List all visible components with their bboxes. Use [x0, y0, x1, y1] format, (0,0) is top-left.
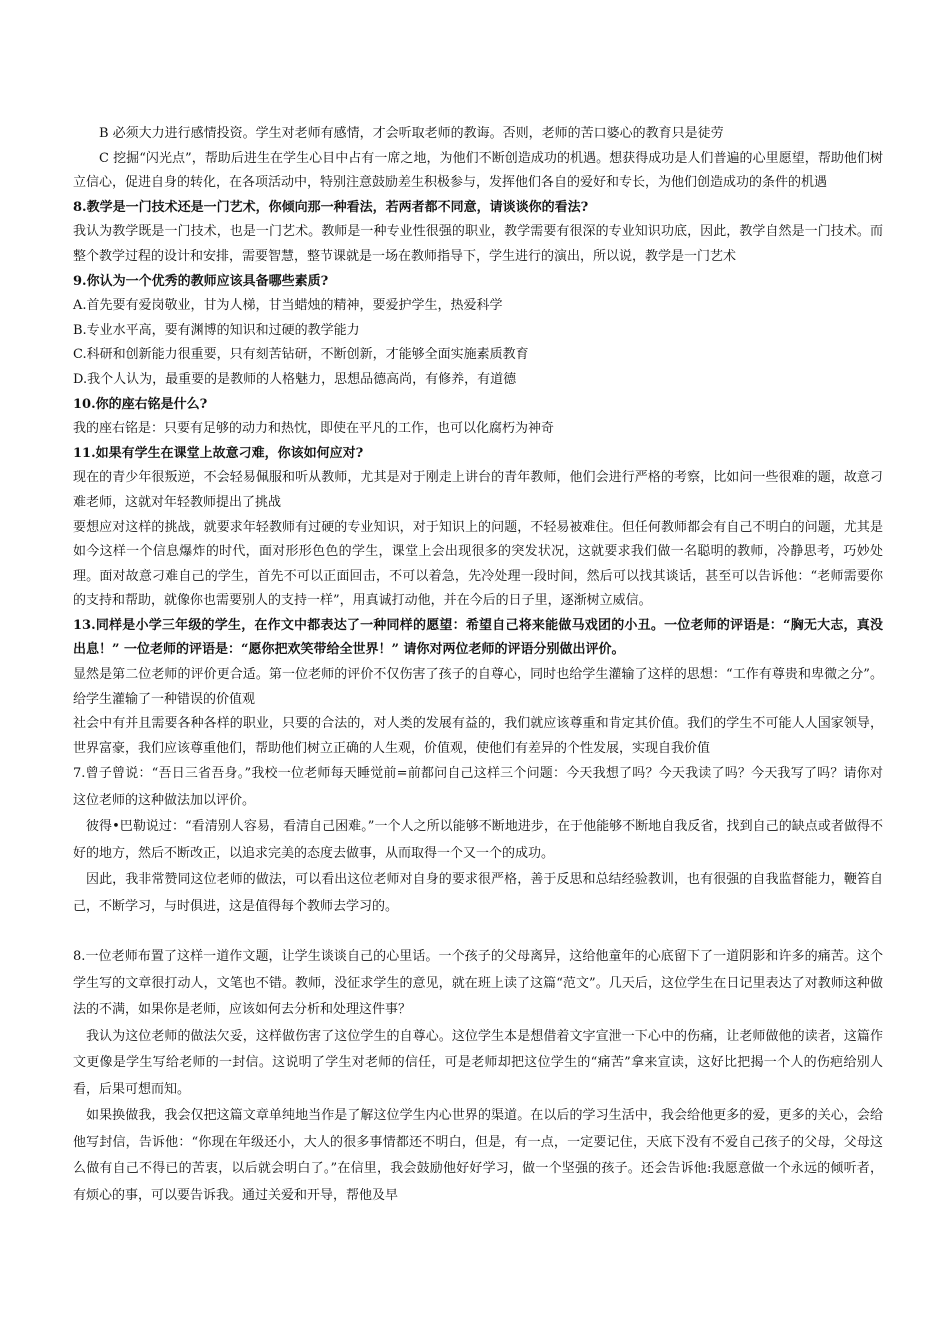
paragraph: 7.曾子曾说：“吾日三省吾身。”我校一位老师每天睡觉前=前都问自己这样三个问题：今天我想了吗？今天我读了吗？今天我写了吗？请你对这位老师的这种做法加以评价。 [73, 766, 883, 808]
question-heading: 8.教学是一门技术还是一门艺术，你倾向那一种看法，若两者都不同意，请谈谈你的看法? [73, 199, 589, 215]
paragraph: B 必须大力进行感情投资。学生对老师有感情，才会听取老师的教诲。否则，老师的苦口婆心的教育只是徒劳 [99, 126, 724, 141]
paragraph: 要想应对这样的挑战，就要求年轻教师有过硬的专业知识，对于知识上的问题，不轻易被难住。但任何教师都会有自己不明白的问题，尤其是如今这样一个信息爆炸的时代，面对形形色色的学生，课堂上会出现很多的突发状况，这就要求我们做一名聪明的教师，冷静思考，巧妙处理。面对故意刁难自己的学生，首先不可以正面回击，不可以着急，先冷处理一段时间，然后可以找其谈话，甚至可以告诉他：“老师需要你的支持和帮助，就像你也需要别人的支持一样”，用真诚打动他，并在今后的日子里，逐渐树立威信。 [73, 519, 883, 609]
paragraph: 社会中有并且需要各种各样的职业，只要的合法的，对人类的发展有益的，我们就应该尊重和肯定其价值。我们的学生不可能人人国家领导，世界富豪，我们应该尊重他们，帮助他们树立正确的人生观，价值观，使他们有差异的个性发展，实现自我价值 [73, 716, 883, 756]
paragraph: 显然是第二位老师的评价更合适。第一位老师的评价不仅伤害了孩子的自尊心，同时也给学生灌输了这样的思想：“工作有尊贵和卑微之分”。给学生灌输了一种错误的价值观 [73, 667, 883, 707]
question-heading: 9.你认为一个优秀的教师应该具备哪些素质? [73, 273, 329, 289]
paragraph: 我认为教学既是一门技术，也是一门艺术。教师是一种专业性很强的职业，教学需要有很深的专业知识功底，因此，教学自然是一门技术。而整个教学过程的设计和安排，需要智慧，整节课就是一场在教师指导下，学生进行的演出，所以说，教学是一门艺术 [73, 224, 883, 264]
question-heading: 11.如果有学生在课堂上故意刁难，你该如何应对? [73, 445, 364, 461]
paragraph: 我认为这位老师的做法欠妥，这样做伤害了这位学生的自尊心。这位学生本是想借着文字宣泄一下心中的伤痛，让老师做他的读者，这篇作文更像是学生写给老师的一封信。这说明了学生对老师的信任，可是老师却把这位学生的“痛苦”拿来宣读，这好比把揭一个人的伤疤给别人看，后果可想而知。 [73, 1028, 883, 1097]
paragraph: 彼得•巴勒说过：“看清别人容易，看清自己困难。”一个人之所以能够不断地进步，在于他能够不断地自我反省，找到自己的缺点或者做得不好的地方，然后不断改正，以追求完美的态度去做事，从而取得一个又一个的成功。 [73, 819, 883, 861]
paragraph: 我的座右铭是：只要有足够的动力和热忱，即使在平凡的工作，也可以化腐朽为神奇 [73, 421, 555, 437]
paragraph: 现在的青少年很叛逆，不会轻易佩服和听从教师，尤其是对于刚走上讲台的青年教师，他们会进行严格的考察，比如问一些很难的题，故意刁难老师，这就对年轻教师提出了挑战 [73, 470, 883, 510]
paragraph: 因此，我非常赞同这位老师的做法，可以看出这位老师对自身的要求很严格，善于反思和总结经验教训，也有很强的自我监督能力，鞭笞自己，不断学习，与时俱进，这是值得每个教师去学习的。 [73, 872, 883, 914]
paragraph: D.我个人认为，最重要的是教师的人格魅力，思想品德高尚，有修养，有道德 [73, 371, 517, 387]
paragraph: 如果换做我，我会仅把这篇文章单纯地当作是了解这位学生内心世界的渠道。在以后的学习生活中，我会给他更多的爱，更多的关心，会给他写封信，告诉他：“你现在年级还小，大人的很多事情都还不明白，但是，有一点，一定要记住，天底下没有不爱自己孩子的父母，父母这么做有自己不得已的苦衷，以后就会明白了。”在信里，我会鼓励他好好学习，做一个坚强的孩子。还会告诉他:我愿意做一个永远的倾听者，有烦心的事，可以要告诉我。通过关爱和开导，帮他及早 [73, 1108, 883, 1203]
paragraph: C.科研和创新能力很重要，只有刻苦钻研，不断创新，才能够全面实施素质教育 [73, 347, 529, 363]
paragraph: 8.一位老师布置了这样一道作文题，让学生谈谈自己的心里话。一个孩子的父母离异，这给他童年的心底留下了一道阴影和许多的痛苦。这个学生写的文章很打动人，文笔也不错。教师，没征求学生的意见，就在班上读了这篇“范文”。几天后，这位学生在日记里表达了对教师这种做法的不满，如果你是老师，应该如何去分析和处理这件事？ [73, 949, 883, 1018]
question-heading: 13.同样是小学三年级的学生，在作文中都表达了一种同样的愿望：希望自己将来能做马戏团的小丑。一位老师的评语是：“胸无大志，真没出息！” 一位老师的评语是：“愿你把欢笑带给全世界！” 请你对两位老师的评语分别做出评价。 [73, 617, 883, 658]
paragraph: C 挖掘“闪光点”，帮助后进生在学生心目中占有一席之地，为他们不断创造成功的机遇。想获得成功是人们普遍的心里愿望，帮助他们树立信心，促进自身的转化，在各项活动中，特别注意鼓励差生积极参与，发挥他们各自的爱好和专长，为他们创造成功的条件的机遇 [73, 150, 883, 191]
paragraph: B.专业水平高，要有渊博的知识和过硬的教学能力 [73, 322, 360, 338]
question-heading: 10.你的座右铭是什么? [73, 396, 208, 412]
document-body [73, 122, 883, 1209]
paragraph: A.首先要有爱岗敬业，甘为人梯，甘当蜡烛的精神，要爱护学生，热爱科学 [73, 298, 503, 314]
blank-line [73, 920, 883, 944]
